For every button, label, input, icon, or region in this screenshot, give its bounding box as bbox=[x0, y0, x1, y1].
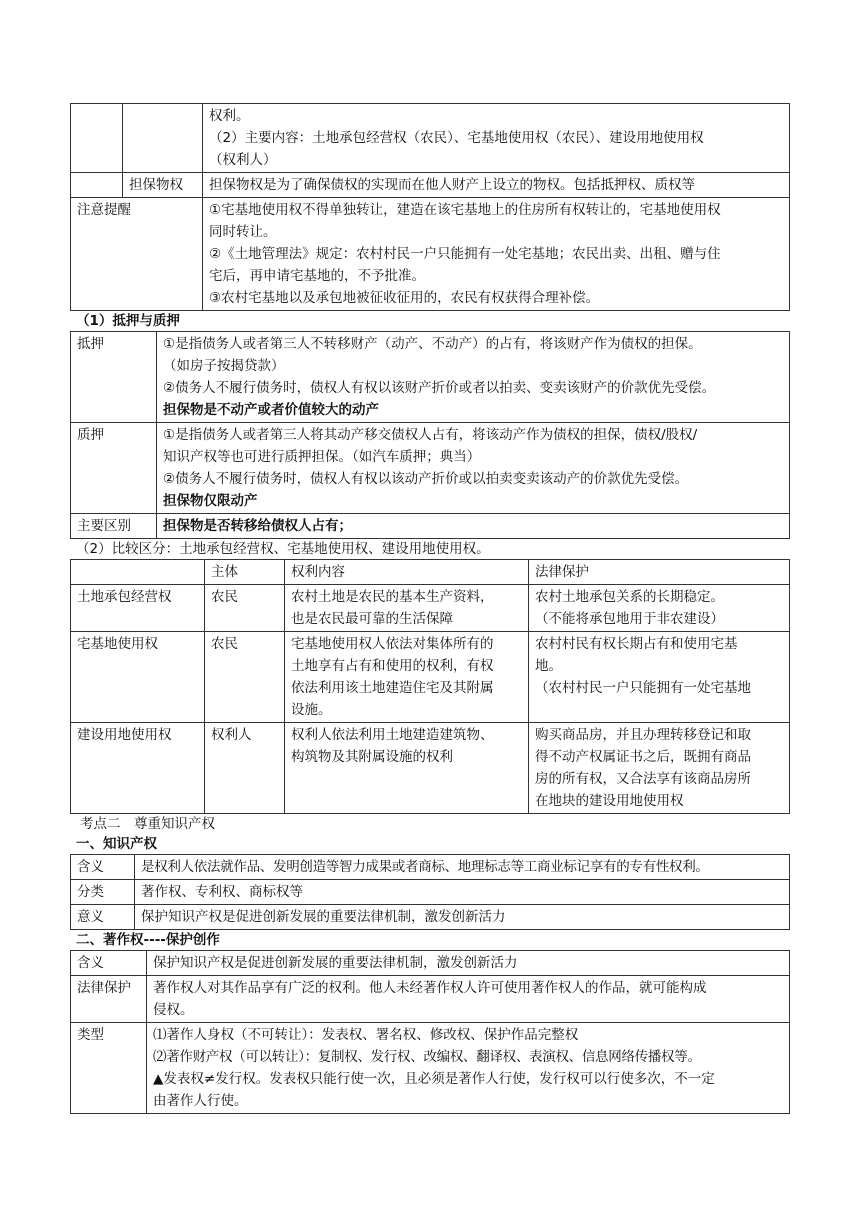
column-header: 法律保护 bbox=[529, 560, 790, 585]
row-label: 法律保护 bbox=[71, 976, 147, 1023]
usufruct-cell: 权利。 （2）主要内容：土地承包经营权（农民）、宅基地使用权（农民）、建设用地使用权 （权利人） bbox=[203, 104, 790, 173]
content-cell: 权利人依法利用土地建造建筑物、 构筑物及其附属设施的权利 bbox=[285, 723, 529, 814]
table-header-row bbox=[71, 560, 790, 585]
copyright-table bbox=[70, 950, 790, 1114]
row-text: ①是指债务人或者第三人将其动产移交债权人占有，将该动产作为债权的担保，债权/股权/ 知识产权等也可进行质押担保。（如汽车质押；典当） ②债务人不履行债务时，债权人有权以该动产折价或以拍卖变卖该动产的价款优先受偿。 担保物仅限动产 bbox=[157, 423, 790, 514]
ip-table bbox=[70, 854, 790, 930]
row-label: 注意提醒 bbox=[71, 198, 203, 311]
note-cell: ①宅基地使用权不得单独转让，建造在该宅基地上的住房所有权转让的，宅基地使用权 同时转让。 ②《土地管理法》规定：农村村民一户只能拥有一处宅基地；农民出卖、出租、赠与住 宅后，再申请宅基地的，不予批准。 ③农村宅基地以及承包地被征收征用的，农民有权获得合理补偿。 bbox=[203, 198, 790, 311]
row-text: 是权利人依法就作品、发明创造等智力成果或者商标、地理标志等工商业标记享有的专有性权利。 bbox=[135, 855, 790, 880]
table-row bbox=[71, 905, 790, 930]
row-text: 担保物是否转移给债权人占有； bbox=[157, 514, 790, 539]
table-row bbox=[71, 855, 790, 880]
row-text: 著作权人对其作品享有广泛的权利。他人未经著作权人许可使用著作权人的作品，就可能构成 侵权。 bbox=[147, 976, 790, 1023]
row-text: 担保物权是为了确保债权的实现而在他人财产上设立的物权。包括抵押权、质权等 bbox=[203, 173, 790, 198]
table-row bbox=[71, 723, 790, 814]
column-header bbox=[71, 560, 205, 585]
table-row bbox=[71, 173, 790, 198]
law-cell: 农村村民有权长期占有和使用宅基 地。 （农村村民一户只能拥有一处宅基地 bbox=[529, 632, 790, 723]
row-text: 保护知识产权是促进创新发展的重要法律机制，激发创新活力 bbox=[135, 905, 790, 930]
table-row bbox=[71, 198, 790, 311]
content-cell: 农村土地是农民的基本生产资料， 也是农民最可靠的生活保障 bbox=[285, 585, 529, 632]
land-rights-comparison-table bbox=[70, 559, 790, 814]
table-row bbox=[71, 1023, 790, 1114]
subject-cell: 权利人 bbox=[205, 723, 285, 814]
column-header: 权利内容 bbox=[285, 560, 529, 585]
table-row bbox=[71, 951, 790, 976]
section-heading: 二、著作权----保护创作 bbox=[76, 932, 220, 948]
mortgage-pledge-table bbox=[70, 331, 790, 539]
section-heading: 一、知识产权 bbox=[76, 836, 157, 852]
table-row bbox=[71, 104, 790, 173]
column-header: 主体 bbox=[205, 560, 285, 585]
row-label: 土地承包经营权 bbox=[71, 585, 205, 632]
row-label: 抵押 bbox=[71, 332, 157, 423]
row-text: 保护知识产权是促进创新发展的重要法律机制，激发创新活力 bbox=[147, 951, 790, 976]
table-row bbox=[71, 585, 790, 632]
row-text: ⑴著作人身权（不可转让）：发表权、署名权、修改权、保护作品完整权 ⑵著作财产权（可以转让）：复制权、发行权、改编权、翻译权、表演权、信息网络传播权等。 ▲发表权≠发行权。发表权只能行使一次，且必须是著作人行使，发行权可以行使多次，不一定 由著作人行使。 bbox=[147, 1023, 790, 1114]
law-cell: 农村土地承包关系的长期稳定。 （不能将承包地用于非农建设） bbox=[529, 585, 790, 632]
row-label: 含义 bbox=[71, 951, 147, 976]
document-page bbox=[70, 103, 790, 1114]
section-heading: （2）比较区分：土地承包经营权、宅基地使用权、建设用地使用权。 bbox=[76, 541, 490, 557]
row-label: 担保物权 bbox=[123, 173, 203, 198]
row-label: 主要区别 bbox=[71, 514, 157, 539]
table-row bbox=[71, 514, 790, 539]
row-label: 宅基地使用权 bbox=[71, 632, 205, 723]
row-label: 类型 bbox=[71, 1023, 147, 1114]
row-label: 分类 bbox=[71, 880, 135, 905]
table-row bbox=[71, 423, 790, 514]
section-heading: （1）抵押与质押 bbox=[76, 313, 180, 329]
row-text: ①是指债务人或者第三人不转移财产（动产、不动产）的占有，将该财产作为债权的担保。 （如房子按揭贷款） ②债务人不履行债务时，债权人有权以该财产折价或者以拍卖、变卖该财产的价款优先受偿。 担保物是不动产或者价值较大的动产 bbox=[157, 332, 790, 423]
table-row bbox=[71, 332, 790, 423]
table-row bbox=[71, 632, 790, 723]
law-cell: 购买商品房，并且办理转移登记和取 得不动产权属证书之后，既拥有商品 房的所有权，又合法享有该商品房所 在地块的建设用地使用权 bbox=[529, 723, 790, 814]
subject-cell: 农民 bbox=[205, 632, 285, 723]
row-label: 质押 bbox=[71, 423, 157, 514]
content-cell: 宅基地使用权人依法对集体所有的 土地享有占有和使用的权利，有权 依法利用该土地建造住宅及其附属 设施。 bbox=[285, 632, 529, 723]
row-label: 含义 bbox=[71, 855, 135, 880]
row-label: 意义 bbox=[71, 905, 135, 930]
row-text: 著作权、专利权、商标权等 bbox=[135, 880, 790, 905]
exam-point-title: 考点二 尊重知识产权 bbox=[80, 816, 215, 832]
subject-cell: 农民 bbox=[205, 585, 285, 632]
table-row bbox=[71, 976, 790, 1023]
table-row bbox=[71, 880, 790, 905]
row-label: 建设用地使用权 bbox=[71, 723, 205, 814]
property-rights-table bbox=[70, 103, 790, 311]
